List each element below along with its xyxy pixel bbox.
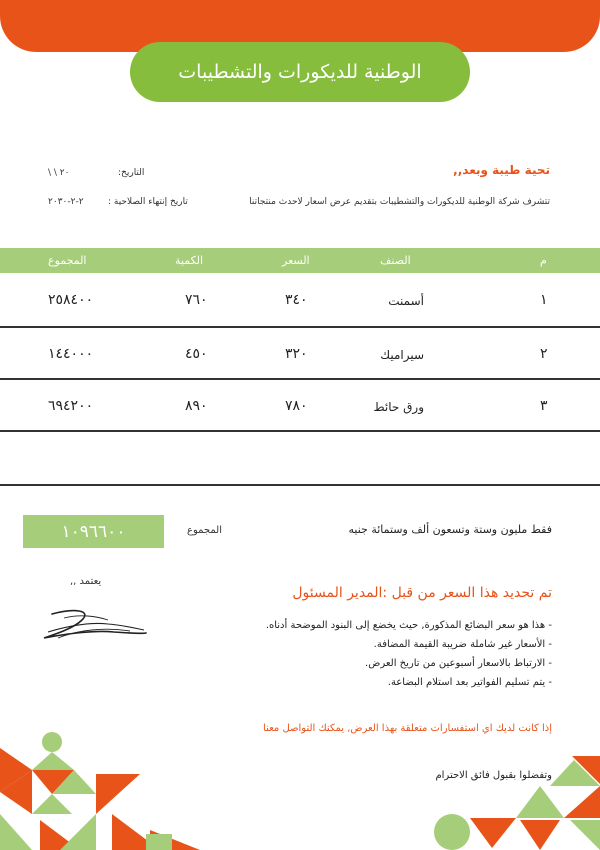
company-title: الوطنية للديكورات والتشطيبات [130,42,470,102]
row-item: سيراميك [380,348,424,362]
total-in-words: فقط مليون وستة وتسعون ألف وستمائة جنيه [348,523,552,536]
row-price: ٣٤٠ [285,292,308,308]
row-total: ٢٥٨٤٠٠ [48,292,94,308]
row-qty: ٤٥٠ [185,346,208,362]
row-index: ١ [540,292,548,308]
date-label: التاريخ: [118,168,145,178]
geometric-decoration-right [430,756,600,850]
row-index: ٣ [540,398,548,414]
contact-note: إذا كانت لديك اي استفسارات متعلقة بهذا العرض, يمكنك التواصل معنا [263,723,552,734]
col-index: م [540,254,547,267]
row-total: ٦٩٤٢٠٠ [48,398,94,414]
expiry-label: تاريخ إنتهاء الصلاحية : [108,197,188,207]
greeting: تحية طيبة وبعد,, [453,163,550,177]
term-item: - الأسعار غير شاملة ضريبة القيمة المضافة. [373,639,552,650]
approval-label: يعتمد ,, [70,576,102,587]
terms-list [212,616,552,692]
col-qty: الكمية [175,254,204,267]
col-price: السعر [282,254,310,267]
closing-line: وتفضلوا بقبول فائق الاحترام [435,770,552,781]
intro-text: تتشرف شركة الوطنية للديكورات والتشطيبات بتقديم عرض اسعار لاحدث منتجاتنا [249,197,550,207]
geometric-decoration-left [0,730,220,850]
term-item: - يتم تسليم الفواتير بعد استلام البضاعة. [387,677,552,688]
row-item: ورق حائط [373,400,424,414]
row-divider [0,326,600,328]
row-total: ١٤٤٠٠٠ [48,346,94,362]
row-qty: ٨٩٠ [185,398,208,414]
row-qty: ٧٦٠ [185,292,208,308]
pricing-title: تم تحديد هذا السعر من قبل :المدير المسئول [292,585,552,601]
row-item: أسمنت [388,294,424,308]
grand-total-label: المجموع [187,525,222,536]
row-divider [0,430,600,432]
row-price: ٧٨٠ [285,398,308,414]
col-item: الصنف [380,254,411,267]
grand-total-value: ١٠٩٦٦٠٠ [23,515,164,548]
signature-image [34,600,154,650]
table-bottom-divider [0,484,600,486]
col-total: المجموع [48,254,87,267]
term-item: - الارتباط بالاسعار أسبوعين من تاريخ العرض. [365,658,552,669]
expiry-value: ٢-٢-٢٠٣٠ [48,197,84,207]
row-divider [0,378,600,380]
date-value: ٢٠ \ \ [48,168,70,178]
term-item: - هذا هو سعر البضائع المذكورة, حيث يخضع إلى البنود الموضحة أدناه. [265,620,552,631]
row-price: ٣٢٠ [285,346,308,362]
row-index: ٢ [540,346,548,362]
